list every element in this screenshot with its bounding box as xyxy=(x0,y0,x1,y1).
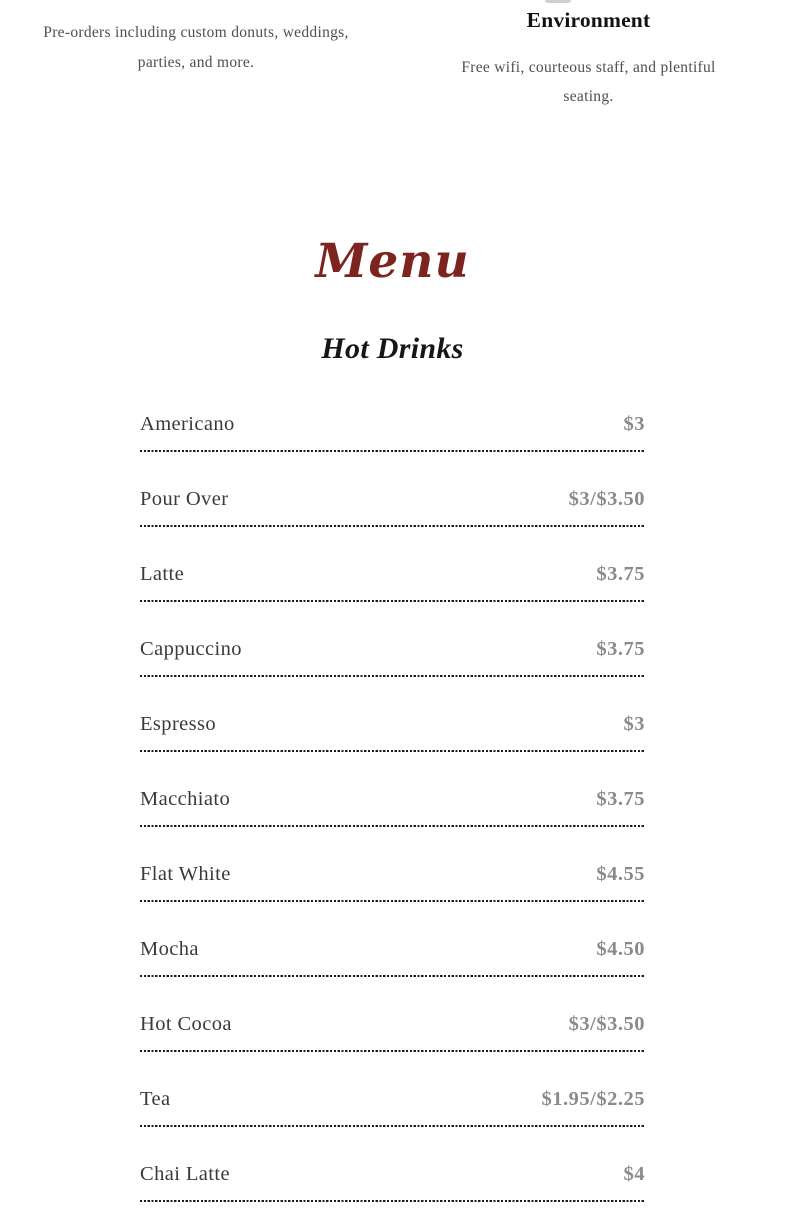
feature-card-environment xyxy=(392,0,785,111)
menu-item-price: $4.55 xyxy=(596,863,645,885)
menu-item-name: Americano xyxy=(140,413,235,435)
menu-item-row xyxy=(140,557,645,632)
menu-item-name: Flat White xyxy=(140,863,231,885)
menu-item-name: Hot Cocoa xyxy=(140,1013,232,1035)
menu-item-content xyxy=(140,782,645,811)
menu-item-price: $3.75 xyxy=(596,788,645,810)
menu-item-name: Pour Over xyxy=(140,488,229,510)
menu-item-row xyxy=(140,857,645,932)
menu-item-row xyxy=(140,707,645,782)
menu-title: Menu xyxy=(315,234,470,289)
feature-section xyxy=(0,0,785,130)
menu-item-name: Mocha xyxy=(140,938,199,960)
menu-item-price: $3 xyxy=(623,713,645,735)
menu-item-price: $3.75 xyxy=(596,638,645,660)
menu-item-row xyxy=(140,1157,645,1232)
environment-text: Free wifi, courteous staff, and plentiful seating. xyxy=(461,59,716,105)
menu-item-content xyxy=(140,482,645,511)
menu-item-content xyxy=(140,1007,645,1036)
menu-item-row xyxy=(140,782,645,857)
menu-item-name: Macchiato xyxy=(140,788,231,810)
menu-item-name: Espresso xyxy=(140,713,217,735)
menu-item-row xyxy=(140,632,645,707)
menu-item-name: Chai Latte xyxy=(140,1163,230,1185)
menu-item-row xyxy=(140,407,645,482)
preorders-text: Pre-orders including custom donuts, weddings, parties, and more. xyxy=(43,24,349,71)
menu-item-name: Cappuccino xyxy=(140,638,242,660)
menu-item-content xyxy=(140,632,645,661)
menu-item-row xyxy=(140,482,645,557)
menu-section-title: Hot Drinks xyxy=(321,332,464,365)
menu-item-price: $3/$3.50 xyxy=(568,488,645,510)
menu-item-name: Latte xyxy=(140,563,185,585)
environment-heading: Environment xyxy=(526,8,651,32)
menu-item-content xyxy=(140,857,645,886)
menu-item-price: $3.75 xyxy=(596,563,645,585)
menu-item-row xyxy=(140,932,645,1007)
menu-item-content xyxy=(140,1082,645,1111)
menu-item-content xyxy=(140,707,645,736)
menu-item-content xyxy=(140,557,645,586)
menu-item-price: $3/$3.50 xyxy=(568,1013,645,1035)
menu-item-content xyxy=(140,932,645,961)
menu-item-price: $4.50 xyxy=(596,938,645,960)
menu-list xyxy=(140,407,645,1232)
menu-item-name: Tea xyxy=(140,1088,171,1110)
menu-item-row xyxy=(140,1007,645,1082)
menu-item-row xyxy=(140,1082,645,1157)
feature-card-preorders xyxy=(0,18,392,78)
menu-item-price: $4 xyxy=(623,1163,645,1185)
menu-item-price: $1.95/$2.25 xyxy=(541,1088,645,1110)
menu-item-price: $3 xyxy=(623,413,645,435)
menu-item-content xyxy=(140,407,645,436)
